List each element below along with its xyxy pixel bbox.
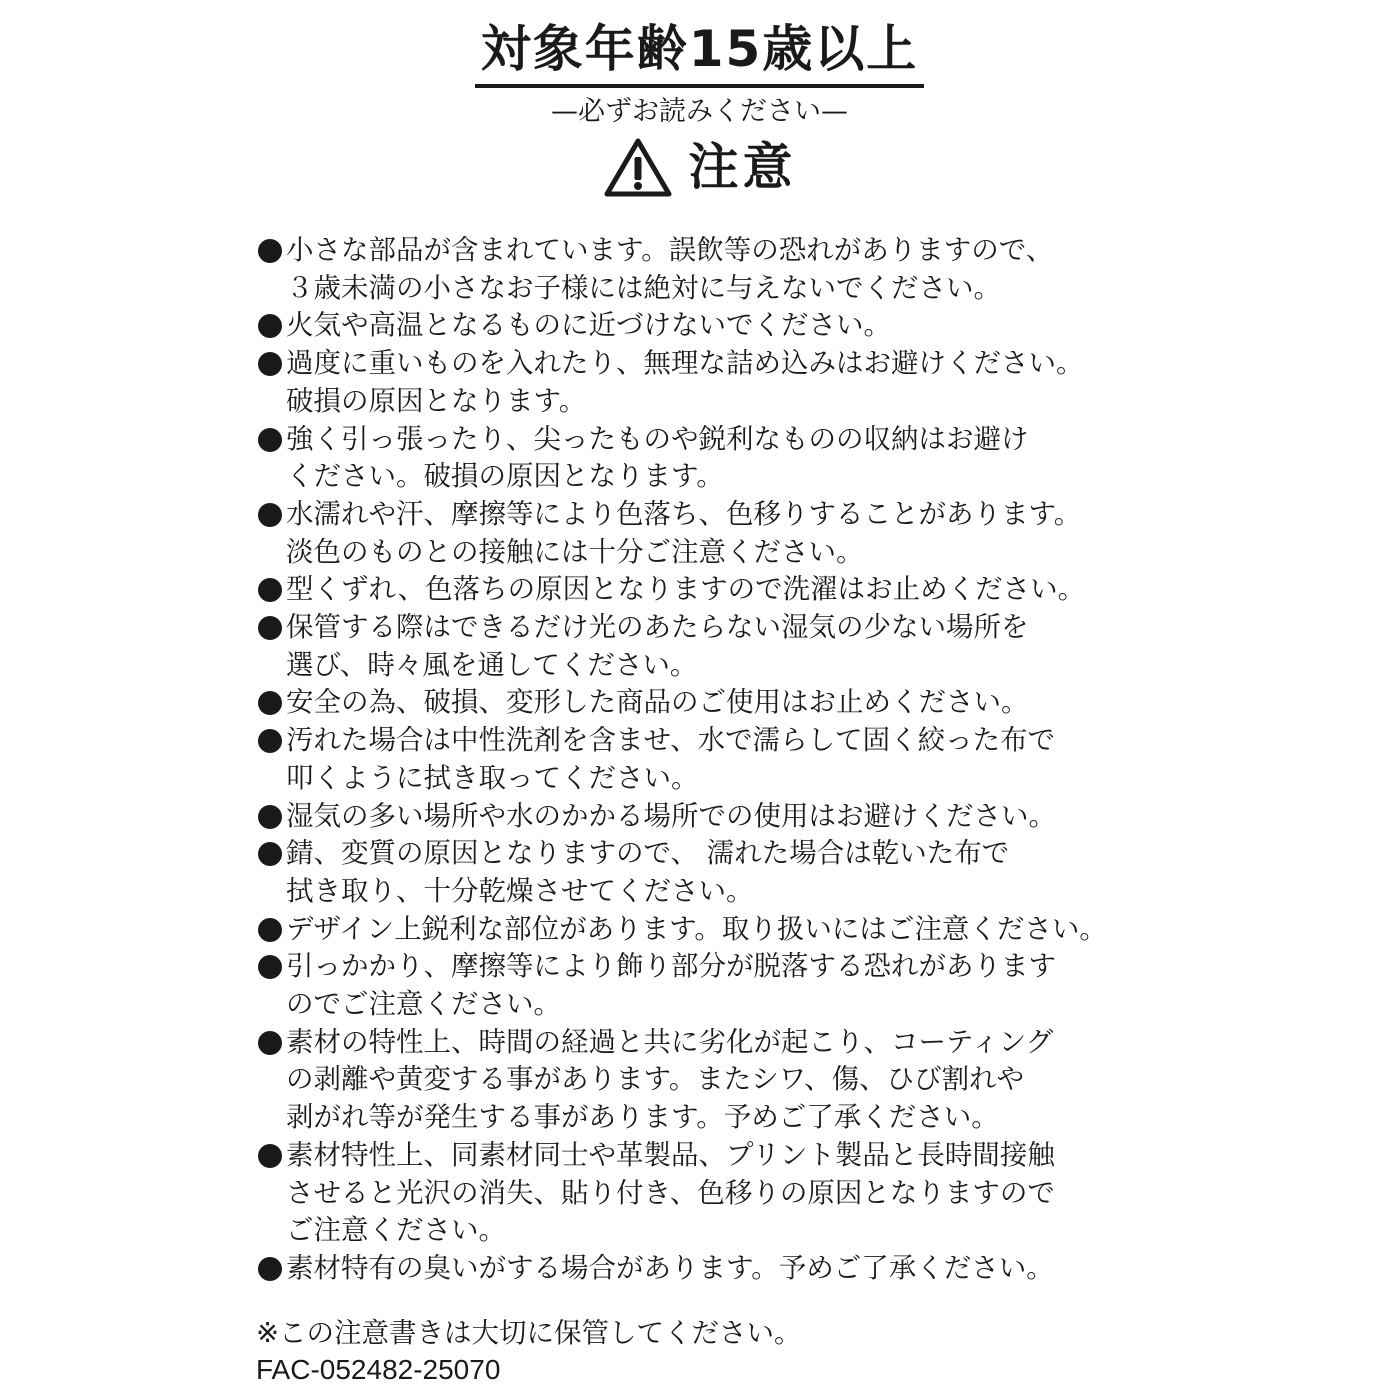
notice-item [258,232,1138,307]
bullet-icon [258,918,282,942]
notice-list [258,232,1138,1288]
notice-text: 引っかかり、摩擦等により飾り部分が脱落する恐れがあります のでご注意ください。 [286,950,1056,1021]
notice-item [258,496,1138,571]
warning-triangle-icon [603,136,673,198]
notice-text: 汚れた場合は中性洗剤を含ませ、水で濡らして固く絞った布で 叩くように拭き取ってください。 [286,724,1056,794]
bullet-icon [258,578,282,602]
notice-item [258,798,1138,836]
notice-text: 強く引っ張ったり、尖ったものや鋭利なものの収納はお避け ください。破損の原因となります。 [286,422,1029,493]
caution-heading [603,136,797,198]
bullet-icon [258,1257,282,1281]
notice-text: 型くずれ、色落ちの原因となりますので洗濯はお止めください。 [286,573,1086,606]
notice-text: 安全の為、破損、変形した商品のご使用はお止めください。 [286,686,1029,719]
bullet-icon [258,691,282,715]
notice-item [258,835,1138,910]
notice-item [258,1250,1138,1288]
notice-item [258,345,1138,420]
bullet-icon [258,428,282,452]
notice-item [258,571,1138,609]
notice-text: 錆、変質の原因となりますので、 濡れた場合は乾いた布で 拭き取り、十分乾燥させてください。 [286,837,1010,907]
notice-item [258,684,1138,722]
bullet-icon [258,955,282,979]
bullet-icon [258,1144,282,1168]
bullet-icon [258,1031,282,1055]
bullet-icon [258,842,282,866]
bullet-icon [258,729,282,753]
bullet-icon [258,314,282,338]
caution-label: 注意 [688,138,797,196]
notice-item [258,722,1138,797]
bullet-icon [258,503,282,527]
notice-text: 湿気の多い場所や水のかかる場所での使用はお避けください。 [286,799,1056,832]
notice-text: 過度に重いものを入れたり、無理な詰め込みはお避けください。 破損の原因となります。 [286,347,1084,417]
notice-text: 素材特性上、同素材同士や革製品、プリント製品と長時間接触 させると光沢の消失、貼り付き、色移りの原因となりますので ご注意ください。 [286,1138,1055,1247]
notice-item [258,307,1138,345]
keep-note: ※この注意書きは大切に保管してください。 [256,1317,802,1349]
notice-item [258,609,1138,684]
age-title: 対象年齢15歳以上 [475,18,925,88]
notice-text: 火気や高温となるものに近づけないでください。 [286,309,891,342]
notice-text: 水濡れや汗、摩擦等により色落ち、色移りすることがあります。 淡色のものとの接触には十分ご注意ください。 [286,497,1082,568]
bullet-icon [258,616,282,640]
notice-text: デザイン上鋭利な部位があります。取り扱いにはご注意ください。 [286,912,1107,945]
notice-text: 保管する際はできるだけ光のあたらない湿気の少ない場所を 選び、時々風を通してください。 [286,611,1029,681]
must-read-subtitle: —必ずお読みください— [551,96,848,127]
notice-item [258,948,1138,1023]
notice-item [258,1024,1138,1137]
notice-text: 小さな部品が含まれています。誤飲等の恐れがありますので、 ３歳未満の小さなお子様には絶対に与えないでください。 [286,234,1054,304]
notice-text: 素材の特性上、時間の経過と共に劣化が起こり、コーティング の剥離や黄変する事があります。またシワ、傷、ひび割れや 剥がれ等が発生する事があります。予めご了承ください。 [286,1025,1054,1134]
bullet-icon [258,805,282,829]
bullet-icon [258,352,282,376]
product-code: FAC-052482-25070 [256,1354,501,1385]
notice-text: 素材特有の臭いがする場合があります。予めご了承ください。 [286,1251,1054,1284]
header [0,18,1399,202]
notice-item [258,1137,1138,1250]
notice-item [258,911,1138,949]
notice-item [258,421,1138,496]
bullet-icon [258,239,282,263]
